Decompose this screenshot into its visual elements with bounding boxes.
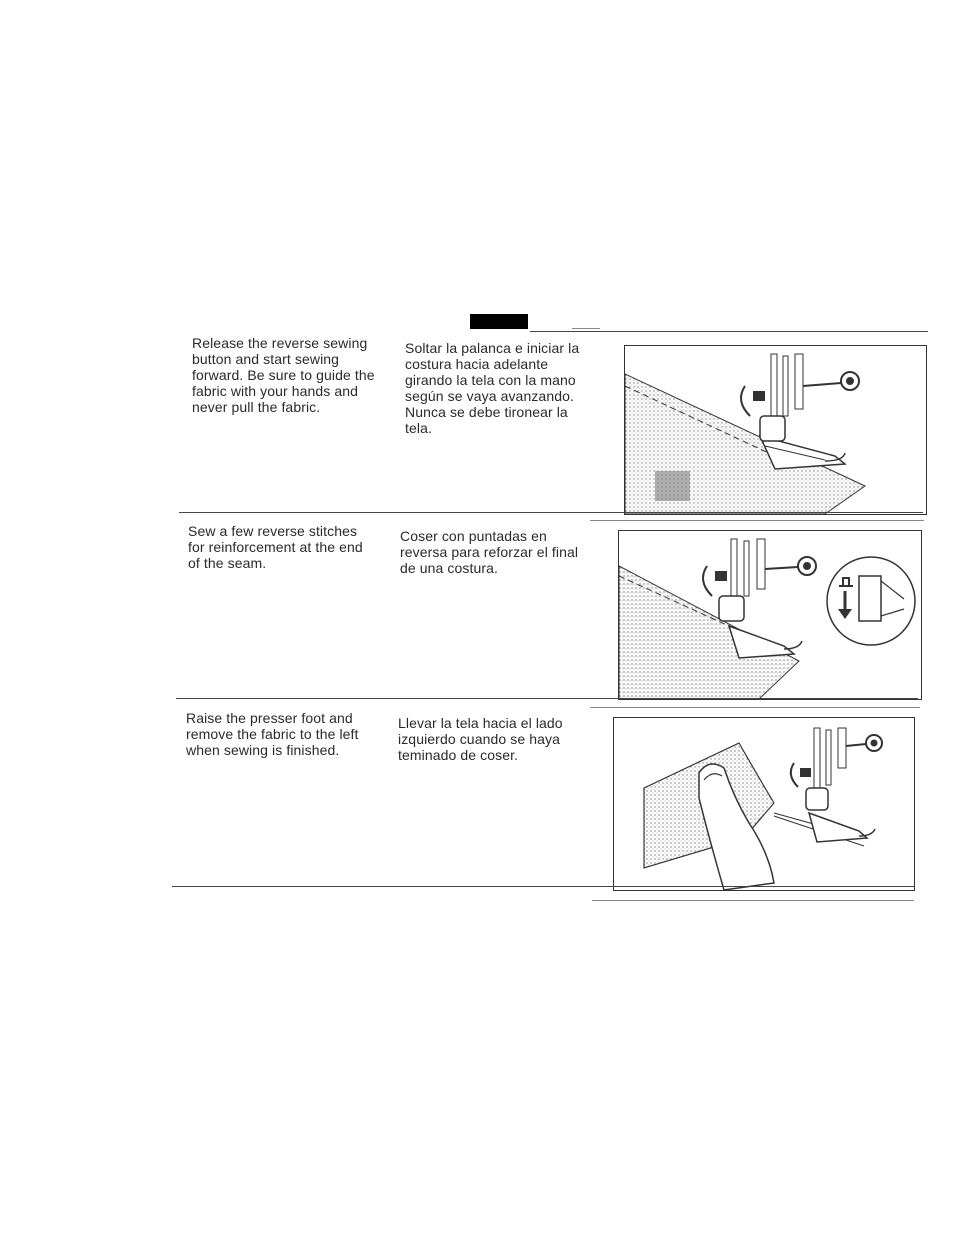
bottom-rule-lower bbox=[592, 900, 914, 901]
step-3-illustration bbox=[613, 717, 915, 891]
sewing-foot-forward-icon bbox=[625, 346, 926, 514]
step-3-english: Raise the presser foot and remove the fabric to the left when sewing is finished. bbox=[186, 710, 359, 758]
step-1-divider-lower bbox=[590, 520, 924, 521]
bottom-rule bbox=[172, 886, 914, 887]
sewing-foot-reverse-icon bbox=[619, 531, 921, 699]
step-2-divider bbox=[176, 698, 918, 699]
step-1-english: Release the reverse sewing button and start sewing forward. Be sure to guide the fabric with your hands and never pull the fabric. bbox=[192, 335, 375, 415]
reverse-button-icon bbox=[827, 557, 915, 645]
step-1-spanish: Soltar la palanca e iniciar la costura hacia adelante girando la tela con la mano según se vaya avanzando. Nunca se debe tironear la tela. bbox=[405, 340, 580, 436]
fabric-removal-icon bbox=[614, 718, 914, 890]
step-2-illustration bbox=[618, 530, 922, 700]
step-2-divider-lower bbox=[590, 707, 920, 708]
step-1-divider bbox=[179, 512, 923, 513]
section-tab-marker bbox=[470, 314, 528, 329]
step-3-spanish: Llevar la tela hacia el lado izquierdo cuando se haya teminado de coser. bbox=[398, 715, 563, 763]
step-2-spanish: Coser con puntadas en reversa para reforzar el final de una costura. bbox=[400, 528, 579, 576]
top-rule-short bbox=[572, 328, 600, 329]
step-1-illustration bbox=[624, 345, 927, 515]
top-rule bbox=[530, 331, 928, 332]
step-2-english: Sew a few reverse stitches for reinforcement at the end of the seam. bbox=[188, 523, 363, 571]
